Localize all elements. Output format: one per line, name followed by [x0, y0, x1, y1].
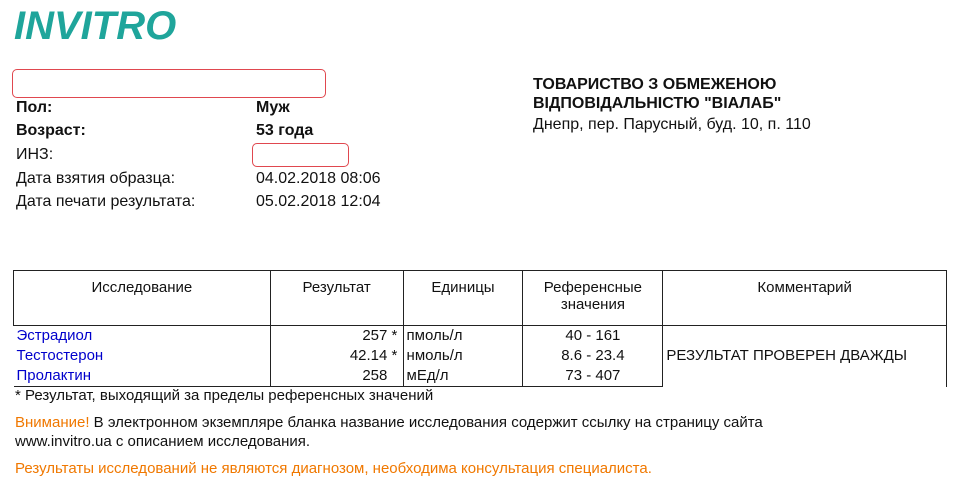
unit-cell: нмоль/л [403, 346, 523, 366]
reference-cell: 8.6 - 23.4 [523, 346, 663, 366]
site-suffix: с описанием исследования. [111, 433, 311, 450]
result-value: 258 [362, 367, 388, 384]
print-date-value: 05.02.2018 12:04 [256, 193, 381, 210]
attention-note [15, 413, 763, 451]
lab-address: Днепр, пер. Парусный, буд. 10, п. 110 [533, 116, 811, 133]
site-link[interactable]: www.invitro.ua [15, 433, 112, 450]
header-result: Результат [270, 271, 403, 326]
header-reference-line1: Референсные [543, 279, 643, 296]
result-cell [270, 326, 403, 347]
result-value: 257 [362, 327, 388, 344]
table-row [14, 326, 947, 347]
redacted-inz-value [252, 143, 349, 167]
unit-cell: пмоль/л [403, 326, 523, 347]
result-cell [270, 346, 403, 366]
out-of-range-flag: * [391, 347, 398, 364]
results-table [13, 270, 947, 387]
attention-text: В электронном экземпляре бланка название исследования содержит ссылку на страницу сайта [89, 414, 763, 431]
study-link-testosterone[interactable]: Тестостерон [16, 347, 104, 364]
reference-cell: 73 - 407 [523, 366, 663, 387]
unit-cell: мЕд/л [403, 366, 523, 387]
attention-label: Внимание! [15, 414, 90, 431]
invitro-logo: INVITRO [14, 4, 177, 48]
age-value: 53 года [256, 122, 314, 139]
header-reference-line2: значения [560, 296, 625, 313]
lab-name-line2: ВІДПОВІДАЛЬНІСТЮ "ВІАЛАБ" [533, 95, 782, 112]
sex-value: Муж [256, 99, 290, 116]
header-comment: Комментарий [663, 271, 947, 326]
footnote: * Результат, выходящий за пределы референсных значений [15, 387, 434, 404]
inz-label: ИНЗ: [16, 146, 54, 163]
result-value: 42.14 [349, 347, 388, 364]
comment-cell: РЕЗУЛЬТАТ ПРОВЕРЕН ДВАЖДЫ [663, 326, 947, 387]
disclaimer: Результаты исследований не являются диагнозом, необходима консультация специалиста. [15, 460, 652, 477]
age-label: Возраст: [16, 122, 86, 139]
reference-cell: 40 - 161 [523, 326, 663, 347]
header-study: Исследование [14, 271, 271, 326]
sex-label: Пол: [16, 99, 53, 116]
out-of-range-flag: * [391, 327, 398, 344]
lab-info [533, 75, 811, 134]
sample-date-label: Дата взятия образца: [16, 170, 176, 187]
header-units: Единицы [403, 271, 523, 326]
lab-name-line1: ТОВАРИСТВО З ОБМЕЖЕНОЮ [533, 76, 777, 93]
redacted-patient-name [12, 69, 326, 98]
study-link-estradiol[interactable]: Эстрадиол [16, 327, 93, 344]
header-reference [523, 271, 663, 326]
sample-date-value: 04.02.2018 08:06 [256, 170, 381, 187]
result-cell [270, 366, 403, 387]
study-link-prolactin[interactable]: Пролактин [14, 366, 271, 387]
results-header-row [14, 271, 947, 326]
print-date-label: Дата печати результата: [16, 193, 196, 210]
